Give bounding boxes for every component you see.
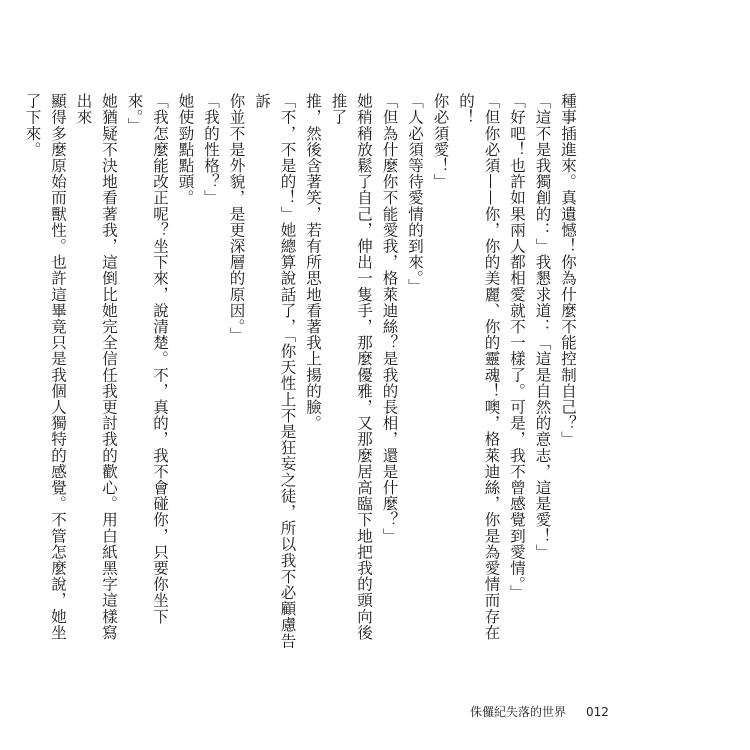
text-column: 你必須愛！」 — [431, 93, 450, 190]
text-column: 「這不是我獨創的：」我懇求道：「這是自然的意志，這是愛！」 — [533, 93, 552, 560]
text-column: 「我的性格？」 — [202, 93, 220, 206]
page-number: 012 — [586, 705, 609, 719]
text-column: 推，然後含著笑，若有所思地看著我上揚的臉。 — [304, 93, 322, 432]
text-column: 「但為什麼你不能愛我，格萊迪絲？是我的長相，還是什麼？」 — [380, 93, 399, 544]
vertical-text-body — [23, 93, 580, 653]
text-column: 「不，不是的！」她總算說話了，「你天性上不是狂妄之徒，所以我不必顧慮告訴 — [253, 93, 297, 649]
text-column: 她稍稍放鬆了自己，伸出一隻手，那麼優雅，又那麼居高臨下地把我的頭向後推了 — [329, 93, 373, 641]
text-column: 「但你必須——你，你的美麗、你的靈魂！噢，格萊迪絲，你是為愛情而存在的！ — [457, 93, 501, 641]
text-column: 她使勁點點頭。 — [176, 93, 195, 206]
page-footer — [470, 703, 609, 720]
text-column: 「我怎麼能改正呢？坐下來，說清楚。不，真的，我不會碰你，只要你坐下來。」 — [125, 93, 169, 625]
text-column: 她猶疑不決地看著我，這倒比她完全信任我更討我的歡心。用白紙黑字這樣寫出來 — [74, 93, 118, 641]
text-column: 「人必須等待愛情的到來。」 — [406, 93, 424, 295]
text-column: 顯得多麼原始而獸性。也許這畢竟只是我個人獨特的感覺。不管怎麼說，她坐了下來。 — [23, 93, 67, 641]
text-column: 「好吧！也許如果兩人都相愛就不一樣了。可是，我不曾感覺到愛情。」 — [508, 93, 526, 601]
text-column: 你並不是外貌，是更深層的原因。」 — [227, 93, 246, 343]
book-title: 侏儸紀失落的世界 — [470, 705, 567, 719]
text-column: 種事插進來。真遺憾！你為什麼不能控制自己？」 — [559, 93, 577, 448]
